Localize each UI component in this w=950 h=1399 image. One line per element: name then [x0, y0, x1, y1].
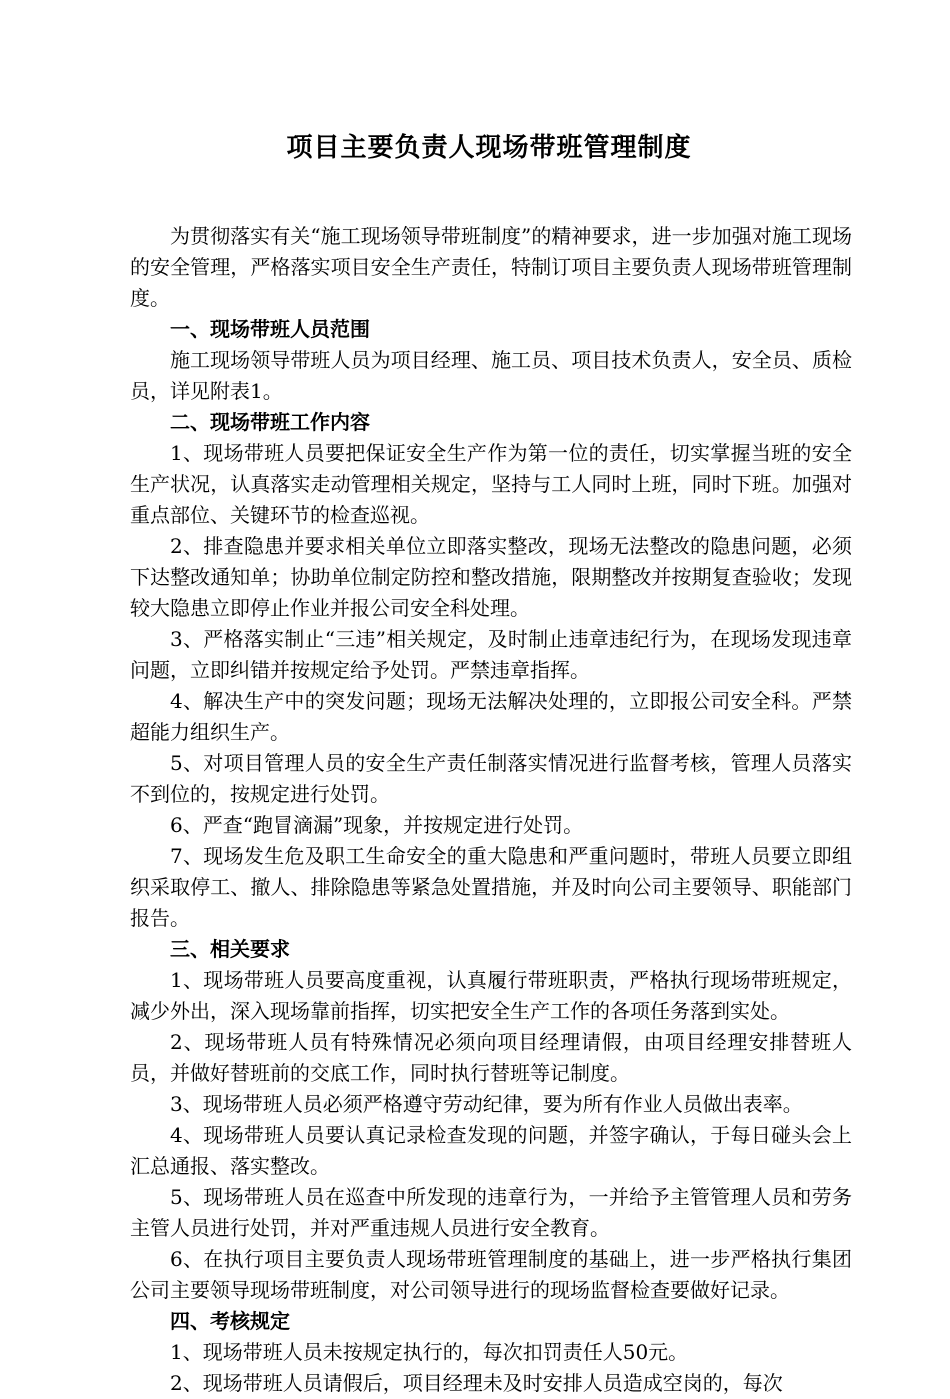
section-heading-scope: 一、现场带班人员范围: [170, 317, 370, 341]
section-paragraph: 1、现场带班人员要高度重视，认真履行带班职责，严格执行现场带班规定，减少外出，深入现场靠前指挥，切实把安全生产工作的各项任务落到实处。: [130, 968, 852, 1023]
section-paragraph: 3、严格落实制止“三违”相关规定，及时制止违章违纪行为，在现场发现违章问题，立即纠错并按规定给予处罚。严禁违章指挥。: [130, 627, 852, 682]
section-paragraph: 6、在执行项目主要负责人现场带班管理制度的基础上，进一步严格执行集团公司主要领导现场带班制度，对公司领导进行的现场监督检查要做好记录。: [130, 1247, 852, 1302]
intro-paragraph: 为贯彻落实有关“施工现场领导带班制度”的精神要求，进一步加强对施工现场的安全管理，严格落实项目安全生产责任，特制订项目主要负责人现场带班管理制度。: [130, 224, 852, 310]
section-paragraph: 5、对项目管理人员的安全生产责任制落实情况进行监督考核，管理人员落实不到位的，按规定进行处罚。: [130, 751, 852, 806]
section-paragraph: 施工现场领导带班人员为项目经理、施工员、项目技术负责人，安全员、质检员，详见附表1。: [130, 348, 852, 403]
section-paragraph: 3、现场带班人员必须严格遵守劳动纪律，要为所有作业人员做出表率。: [170, 1092, 803, 1116]
document-body: [130, 221, 852, 1399]
section-paragraph: 2、现场带班人员请假后，项目经理未及时安排人员造成空岗的，每次: [170, 1371, 783, 1395]
section-heading-duties: 二、现场带班工作内容: [170, 410, 370, 434]
section-paragraph: 5、现场带班人员在巡查中所发现的违章行为，一并给予主管管理人员和劳务主管人员进行处罚，并对严重违规人员进行安全教育。: [130, 1185, 852, 1240]
section-paragraph: 4、现场带班人员要认真记录检查发现的问题，并签字确认，于每日碰头会上汇总通报、落实整改。: [130, 1123, 852, 1178]
section-heading-assessment: 四、考核规定: [170, 1309, 290, 1333]
page-title: 项目主要负责人现场带班管理制度: [286, 133, 692, 163]
section-paragraph: 7、现场发生危及职工生命安全的重大隐患和严重问题时，带班人员要立即组织采取停工、撤人、排除隐患等紧急处置措施，并及时向公司主要领导、职能部门报告。: [130, 844, 852, 930]
section-paragraph: 1、现场带班人员未按规定执行的，每次扣罚责任人50元。: [170, 1340, 689, 1364]
section-paragraph: 1、现场带班人员要把保证安全生产作为第一位的责任，切实掌握当班的安全生产状况，认真落实走动管理相关规定，坚持与工人同时上班，同时下班。加强对重点部位、关键环节的检查巡视。: [130, 441, 852, 527]
section-paragraph: 2、排查隐患并要求相关单位立即落实整改，现场无法整改的隐患问题，必须下达整改通知单；协助单位制定防控和整改措施，限期整改并按期复查验收；发现较大隐患立即停止作业并报公司安全科处理。: [130, 534, 852, 620]
section-paragraph: 6、严查“跑冒滴漏”现象，并按规定进行处罚。: [170, 813, 584, 837]
section-paragraph: 2、现场带班人员有特殊情况必须向项目经理请假，由项目经理安排替班人员，并做好替班前的交底工作，同时执行替班等记制度。: [130, 1030, 852, 1085]
section-paragraph: 4、解决生产中的突发问题；现场无法解决处理的，立即报公司安全科。严禁超能力组织生产。: [130, 689, 852, 744]
section-heading-requirements: 三、相关要求: [170, 937, 290, 961]
